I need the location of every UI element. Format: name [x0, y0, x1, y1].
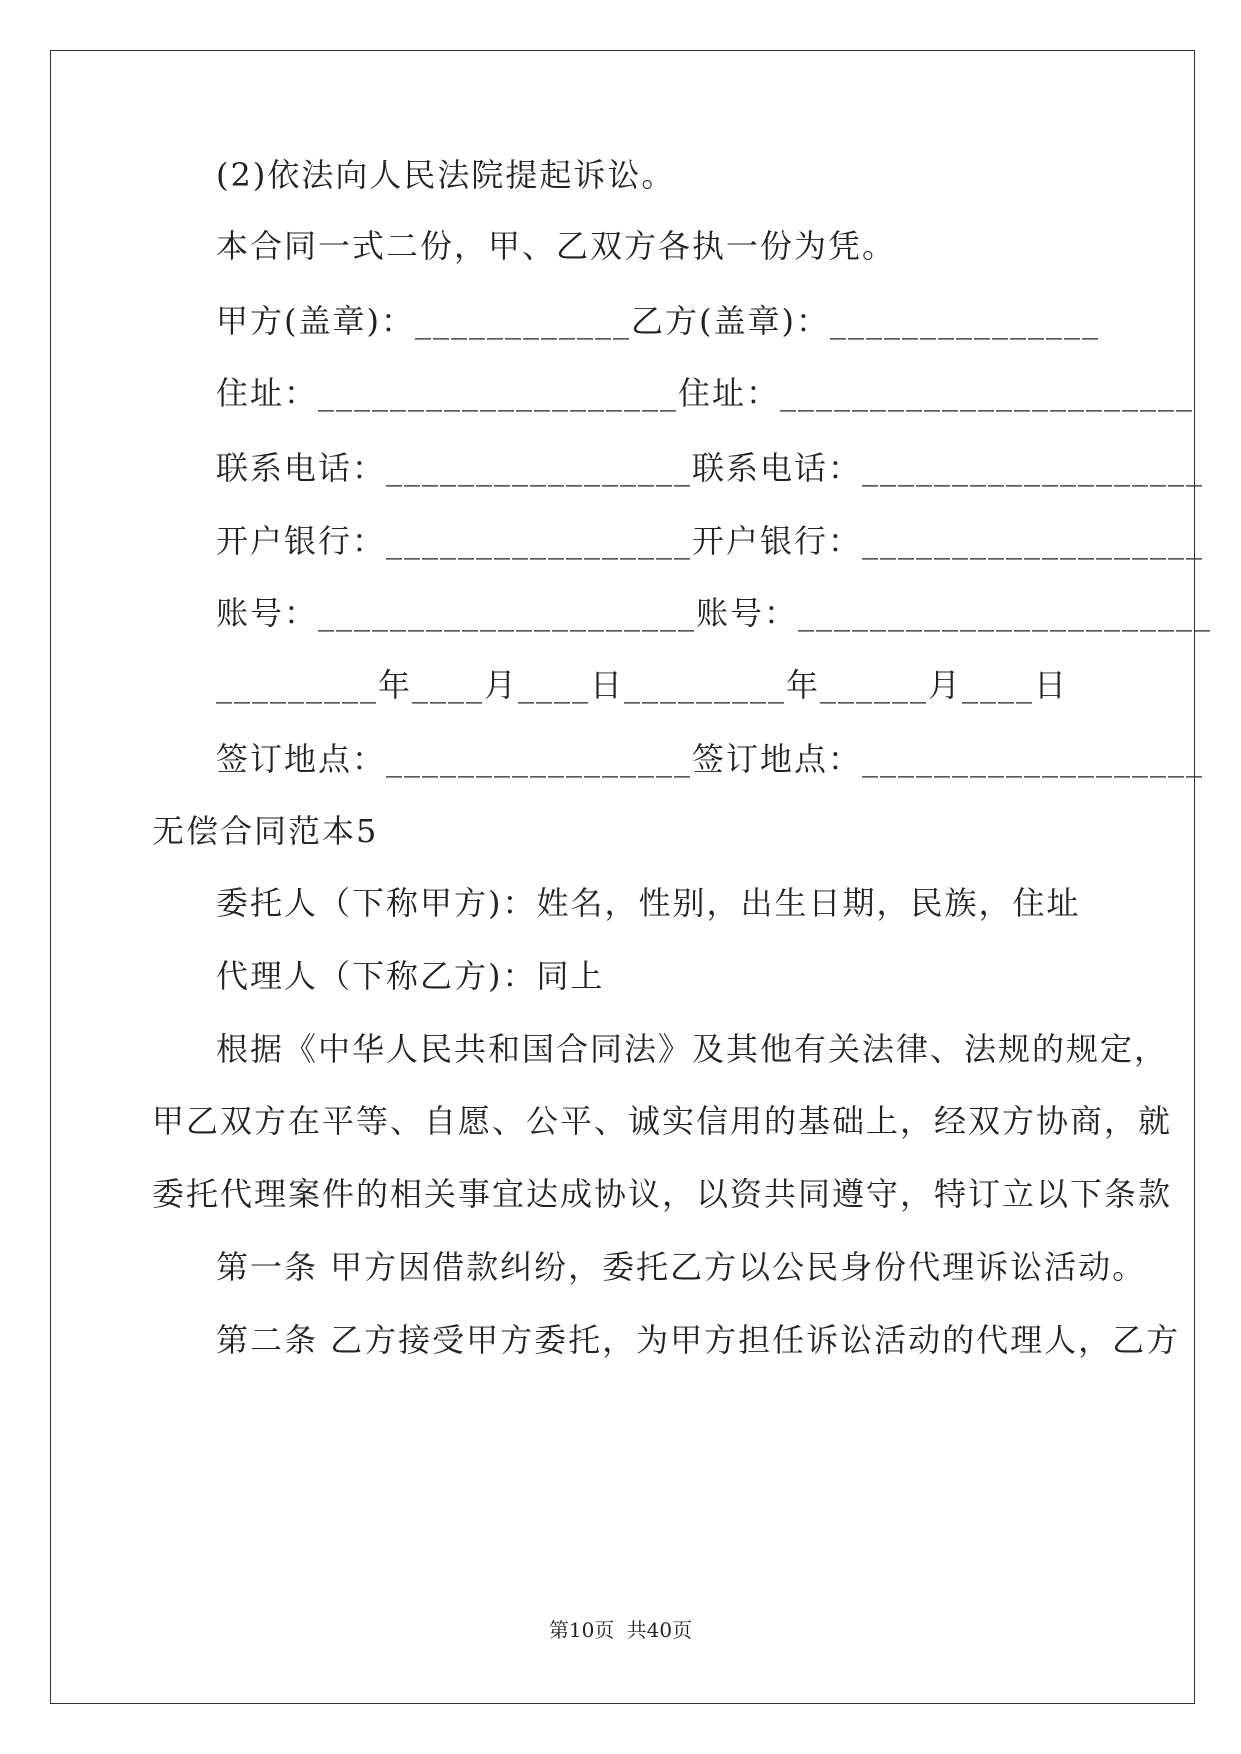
seal-line: 甲方(盖章)：____________乙方(盖章)：_______________	[216, 302, 1100, 340]
date-line: _________年____月____日_________年______月____日	[216, 666, 1069, 704]
page-number: 第10页	[548, 1618, 615, 1642]
address-line: 住址：____________________住址：_______________________	[216, 374, 1195, 412]
principal-line: 委托人（下称甲方)：姓名，性别，出生日期，民族，住址	[216, 884, 1081, 922]
page-footer	[0, 1618, 1241, 1642]
page-frame	[50, 50, 1195, 1704]
signing-place-line: 签订地点：_________________签订地点：___________________	[216, 740, 1205, 778]
article-one: 第一条 甲方因借款纠纷，委托乙方以公民身份代理诉讼活动。	[216, 1248, 1147, 1286]
agent-line: 代理人（下称乙方)：同上	[216, 957, 605, 995]
paragraph-line-1: 根据《中华人民共和国合同法》及其他有关法律、法规的规定，	[216, 1030, 1169, 1068]
bank-line: 开户银行：_________________开户银行：___________________	[216, 522, 1205, 560]
account-line: 账号：_____________________账号：_______________________	[216, 594, 1213, 632]
clause-litigation: (2)依法向人民法院提起诉讼。	[216, 156, 676, 194]
copies-statement: 本合同一式二份，甲、乙双方各执一份为凭。	[216, 227, 897, 265]
paragraph-line-3: 委托代理案件的相关事宜达成协议，以资共同遵守，特订立以下条款	[152, 1175, 1173, 1213]
page-total: 共40页	[626, 1618, 693, 1642]
section-heading: 无偿合同范本5	[152, 812, 379, 850]
paragraph-line-2: 甲乙双方在平等、自愿、公平、诚实信用的基础上，经双方协商，就	[152, 1102, 1173, 1140]
phone-line: 联系电话：_________________联系电话：___________________	[216, 449, 1205, 487]
article-two: 第二条 乙方接受甲方委托，为甲方担任诉讼活动的代理人，乙方	[216, 1321, 1181, 1359]
